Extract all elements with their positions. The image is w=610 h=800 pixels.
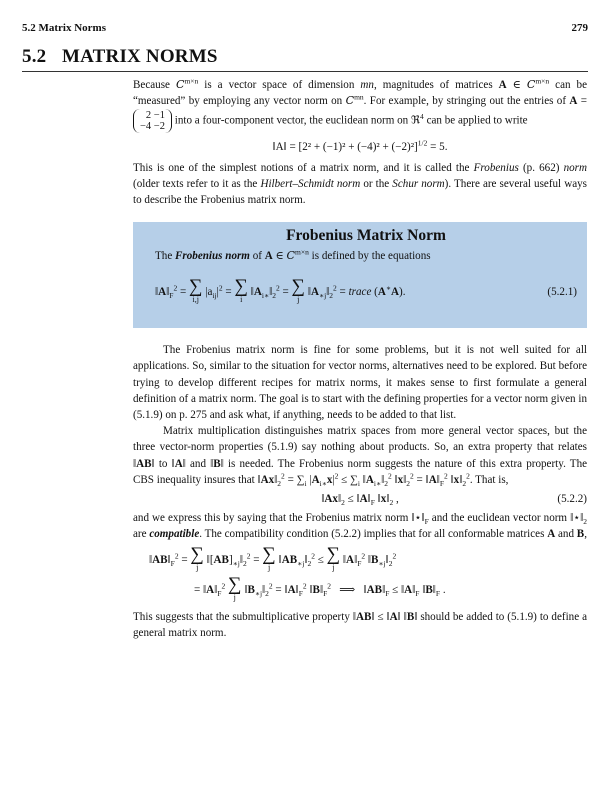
definition-heading: Frobenius Matrix Norm — [286, 227, 446, 245]
equation-product-line-1: $‖AB‖_F^2$ = ∑ j $‖[AB]_{∗j}‖_2^2$ = ∑ j $‖AB_{∗j}‖_2^2$ ≤ ∑ j $‖A‖_F^2$ $‖B_{∗j}‖_2^2$ — [149, 543, 397, 572]
section-heading: MATRIX NORMS — [62, 46, 218, 67]
definition-sentence: The Frobenius norm of A ∈ $C^{m\times n}$ is defined by the equations — [155, 247, 431, 263]
section-number: 5.2 — [22, 46, 47, 67]
example-matrix: 2 −1 −4 −2 — [133, 109, 172, 133]
equation-compatibility: $‖Ax‖_2$ ≤ $‖A‖_F$ $‖x‖_2$ , (5.2.2) — [321, 493, 587, 508]
equation-number-5-2-2: (5.2.2) — [557, 493, 587, 506]
paragraph-intro: Because $C^{m\times n}$ is a vector space of dimension mn, magnitudes of matrices A ∈ $C^{m\times n}$ can be “measured” by employing any vector norm on $C^{mn}$. For example, by stringing out the entries of A = 2 −1 −4 −2 into a four-component vector, the euclidean norm on ℜ$^4$ can be applied to write — [133, 76, 588, 133]
equation-product-line-2: = $‖A‖_F^2$ ∑ j $‖B_{∗j}‖_2^2$ = $‖A‖_F^2$ $‖B‖_F^2$ ⟹ $‖AB‖_F$ ≤ $‖A‖_F$ $‖B‖_F$ . — [194, 573, 446, 602]
equation-euclidean-example: ‖A‖ = $[2^2 + (-1)^2 + (-4)^2 + (-2)^2]^{1/2} = 5$. — [272, 138, 448, 154]
paragraph-submultiplicative: Matrix multiplication distinguishes matrix spaces from more general vector spaces, but the three vector-norm properties (5.1.9) say nothing about products. So, an extra property that relates ‖AB‖ to ‖A‖ and ‖B‖ is needed. The Frobenius norm suggests the nature of this extra property. The CBS inequality insures that $‖Ax‖_2^2 = \sum_i$ $|A_{i∗}x|^2 \le \sum_i$ $‖A_{i∗}‖_2^2$ $‖x‖_2^2$ = $‖A‖_F^2$ $‖x‖_2^2$. That is, — [133, 425, 588, 489]
running-header — [22, 22, 588, 34]
page-number: 279 — [571, 22, 588, 34]
section-title — [22, 46, 218, 68]
paragraph-frobenius-intro: This is one of the simplest notions of a matrix norm, and it is called the Frobenius (p. 662) norm (older texts refer to it as the Hilbert–Schmidt norm or the Schur norm). There are several useful ways to describe the Frobenius matrix norm. — [133, 161, 588, 207]
page-body — [133, 77, 587, 641]
paragraph-frobenius-limits: The Frobenius matrix norm is fine for some problems, but it is not well suited for all applications. So, similar to the situation for vector norms, alternatives need to be explored. But before trying to develop different recipes for matrix norms, it makes sense to first formulate a general definition of a matrix norm. The goal is to start with the defining properties for a vector norm given in (5.1.9) on p. 275 and ask what, if anything, needs to be added to that list. — [133, 344, 587, 422]
title-rule — [22, 71, 588, 72]
paragraph-compatible: and we express this by saying that the Frobenius matrix norm $‖⋆‖_F$ and the euclidean vector norm $‖⋆‖_2$ are compatible. The compatibility condition (5.2.2) implies that for all conformable matrices A and B, — [133, 512, 588, 541]
paragraph-conclusion: This suggests that the submultiplicative property ‖AB‖ ≤ ‖A‖ ‖B‖ should be added to (5.1.9) to define a general matrix norm. — [133, 610, 588, 639]
equation-number-5-2-1: (5.2.1) — [547, 285, 577, 298]
running-title: 5.2 Matrix Norms — [22, 22, 107, 34]
equation-frobenius-definition: $‖A‖_F^2$ = ∑ i,j $|a_{ij}|^2$ = ∑ i $‖A_{i∗}‖_2^2$ = ∑ j $‖A_{∗j}‖_2^2$ = trace (A∗A). (5.2.1) — [155, 275, 577, 304]
definition-box — [133, 222, 587, 328]
